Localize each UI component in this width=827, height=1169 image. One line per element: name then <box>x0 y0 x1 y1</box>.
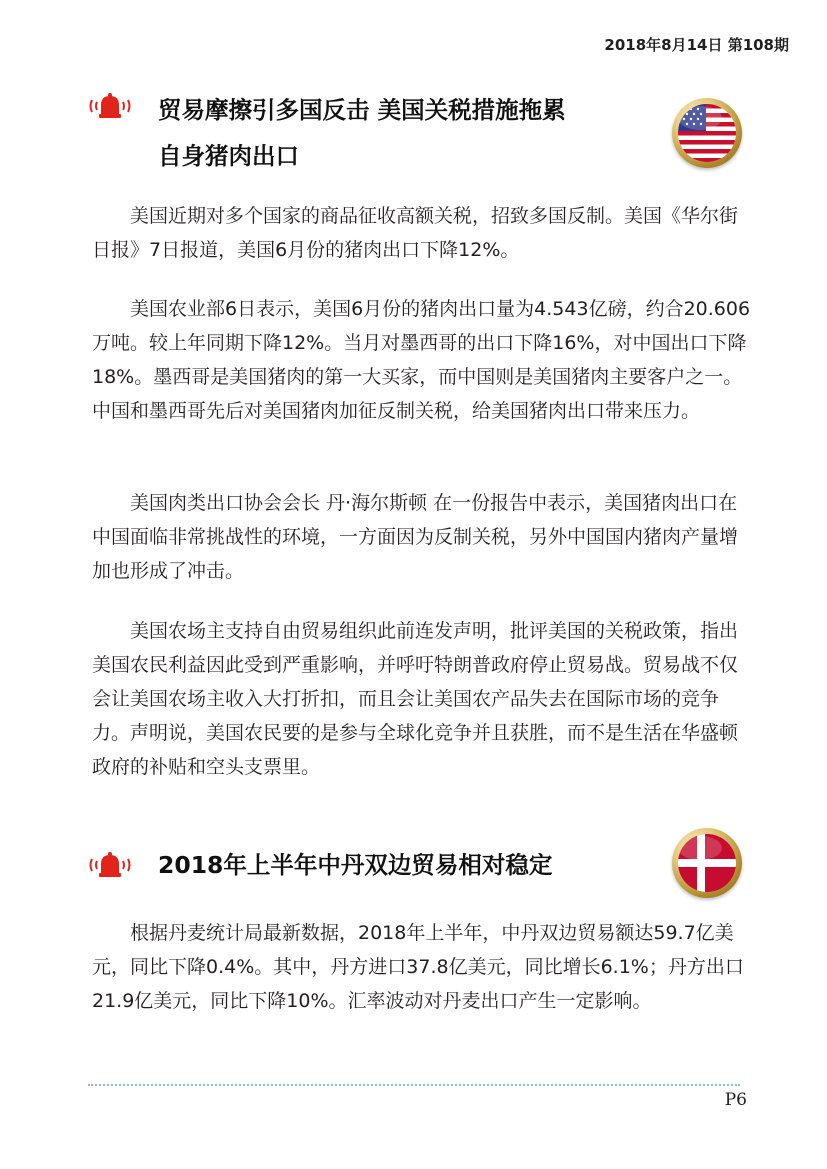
footer-divider <box>88 1084 740 1086</box>
article-1-paragraph-4: 美国农场主支持自由贸易组织此前连发声明，批评美国的关税政策，指出美国农民利益因此受到严重影响，并呼吁特朗普政府停止贸易战。贸易战不仅会让美国农场主收入大打折扣，而且会让美国农产品失去在国际市场的竞争力。声明说，美国农民要的是参与全球化竞争并且获胜，而不是生活在华盛顿政府的补贴和空头支票里。 <box>92 620 739 778</box>
article-1-paragraph-1: 美国近期对多个国家的商品征收高额关税，招致多国反制。美国《华尔街日报》7日报道，美国6月份的猪肉出口下降12%。 <box>92 205 739 261</box>
article-2-title: 2018年上半年中丹双边贸易相对稳定 <box>158 851 553 879</box>
page-number: P6 <box>724 1090 747 1110</box>
article-1-title-line-1: 贸易摩擦引多国反击 美国关税措施拖累 <box>158 96 566 124</box>
article-2-paragraph-1: 根据丹麦统计局最新数据，2018年上半年，中丹双边贸易额达59.7亿美元，同比下降0.4%。其中，丹方进口37.8亿美元，同比增长6.1%；丹方出口21.9亿美元，同比下降10%。汇率波动对丹麦出口产生一定影响。 <box>92 922 744 1012</box>
usa-flag-icon <box>672 98 742 168</box>
article-1-title-line-2: 自身猪肉出口 <box>158 142 299 170</box>
issue-date: 2018年8月14日 第108期 <box>604 36 789 54</box>
alarm-bell-icon <box>88 851 132 879</box>
alarm-bell-icon <box>88 92 132 120</box>
denmark-flag-icon <box>672 828 742 898</box>
article-1-paragraph-2: 美国农业部6日表示，美国6月份的猪肉出口量为4.543亿磅，约合20.606万吨。较上年同期下降12%。当月对墨西哥的出口下降16%，对中国出口下降18%。墨西哥是美国猪肉的第一大买家，而中国则是美国猪肉主要客户之一。中国和墨西哥先后对美国猪肉加征反制关税，给美国猪肉出口带来压力。 <box>92 298 751 422</box>
article-1-paragraph-3: 美国肉类出口协会会长 丹·海尔斯顿 在一份报告中表示，美国猪肉出口在中国面临非常挑战性的环境，一方面因为反制关税，另外中国国内猪肉产量增加也形成了冲击。 <box>92 492 739 582</box>
